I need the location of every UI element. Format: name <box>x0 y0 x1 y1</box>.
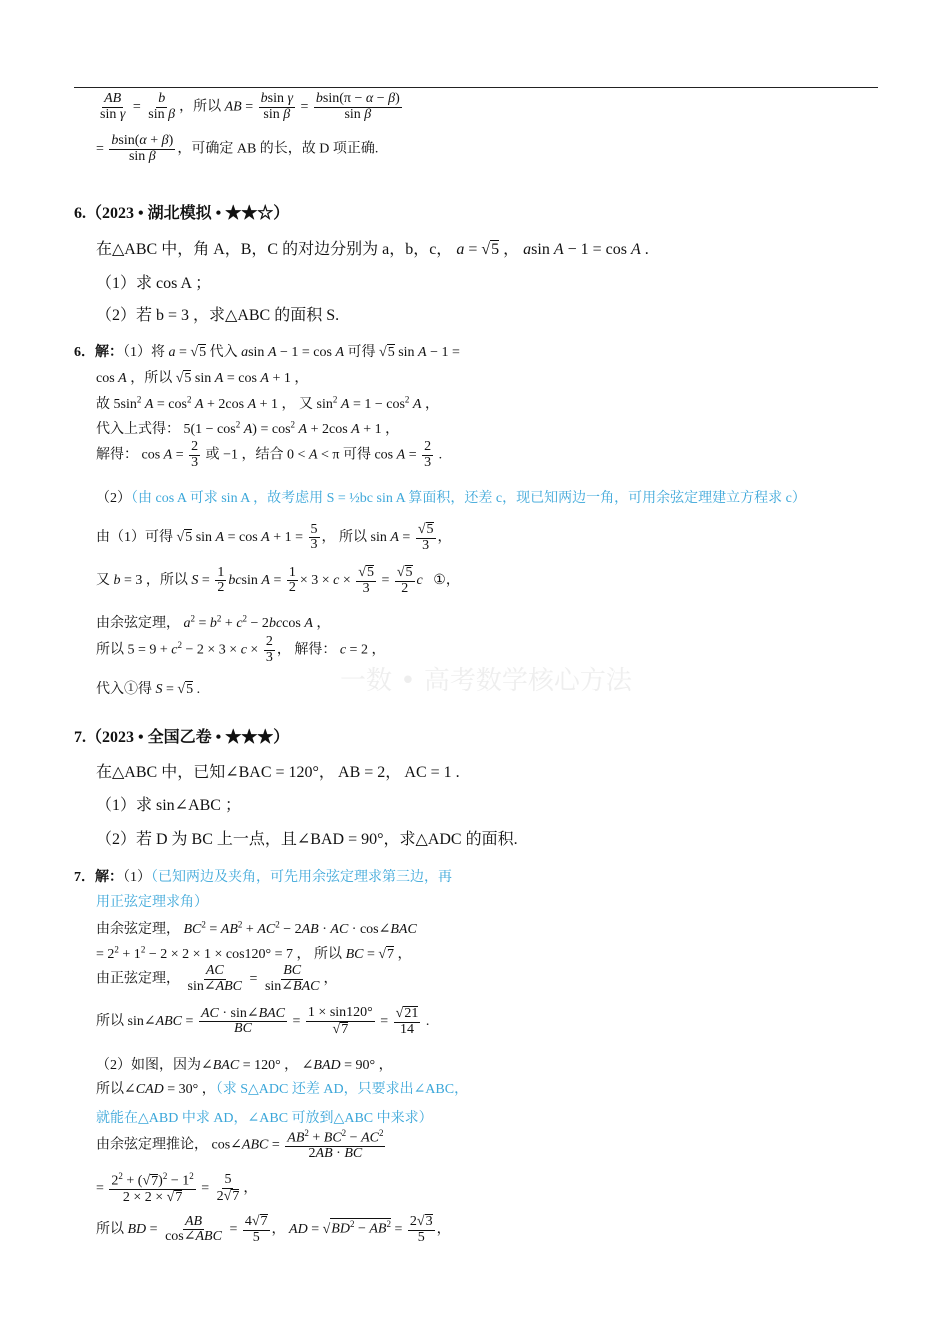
q6-part1: （1）求 cos A ； <box>96 275 212 292</box>
prev-formula-line1: $\frac{AB}{\text{sin γ}}$ = $\frac{b}{\text{sin β}}$ ，所以 AB = $\frac{\text{bsin γ}}{\text{sin β}}$ = $\frac{bsin(\pi - \alpha - \beta)}{\text{sin β}}$ <box>100 91 400 122</box>
q7-sol-line6: （2）如图，因为∠BAC = 120° ， ∠BAD = 90° ， <box>96 1058 393 1073</box>
q6-hint2: （由 cos A 可求 sin A ，故考虑用 S = ½bc sin A 算面积，还差 c，现已知两边一角，可用余弦定理建立方程求 c） <box>131 491 806 506</box>
q6-sol-line5: 解得： cos A = $\frac{2}{3}$ 或 −1 ，结合 0 < A < π 可得 cos A = $\frac{2}{3}$ . <box>96 439 443 470</box>
q7-part1: （1）求 sin∠ABC ； <box>96 797 241 814</box>
q7-sol-line5: 所以 sin∠ABC = $\frac{\text{AC · sin∠BAC}}{BC}$ = $\frac{1 \times \sin 120^\circ}{√7}$ = $\frac{√21}{14}$ . <box>96 1005 430 1037</box>
q6-sol-line3: 故 $5\sin^2$ $A = \cos^2 A + 2\cos$ A + 1 ， 又 $\sin^2 A = 1 - \cos^2 A$ ， <box>96 394 439 412</box>
q7-header: 7.（2023 • 全国乙卷 • ★★★） <box>74 729 290 746</box>
q6-sol-line10: 代入①得 S = √5 . <box>96 682 201 697</box>
q6-stem: 在△ABC 中，角 A，B，C 的对边分别为 a，b，c， a = √5 ， asin A − 1 = cos A . <box>96 241 649 258</box>
q7-hint1a: （已知两边及夹角，可先用余弦定理求第三边，再 <box>151 870 452 885</box>
q7-sol-line1: 7．解：（1）（已知两边及夹角，可先用余弦定理求第三边，再 <box>74 870 452 885</box>
q7-sol-line4: 由正弦定理， $\frac{AC}{\text{sin∠ABC}}$ = $\frac{BC}{\text{sin∠BAC}}$ ， <box>96 963 338 994</box>
q6-part2-label: （2） <box>96 491 131 506</box>
q6-sol-line9: 所以 $5 = 9 + c^2 - 2 \times 3 \times c$ × $\frac{2}{3}$ ， 解得： c = 2 ， <box>96 634 386 665</box>
q6-sol-line2: cos A ，所以 √5 sin A = cos A + 1 ， <box>96 371 309 386</box>
q7-hint1b: 用正弦定理求角） <box>96 895 208 910</box>
prev-formula-line2: = $\frac{bsin(\alpha + \beta)}{\text{sin β}}$ ，可确定 AB 的长，故 D 项正确. <box>96 133 379 164</box>
q6-sol-line1: 6．解：（1）将 a = √5 代入 asin A − 1 = cos A 可得 √5 sin A − 1 = <box>74 345 460 360</box>
q6-stem-text: 在△ABC 中，角 A，B，C 的对边分别为 a，b，c， <box>96 241 453 258</box>
q7-stem: 在△ABC 中，已知∠BAC = 120°， AB = 2， AC = 1 . <box>96 764 460 781</box>
q7-sol-line7: 所以∠CAD = 30° ，（求 S△ADC 还差 AD，只要求出∠ABC， <box>96 1082 469 1097</box>
watermark: 一数 • 高考数学核心方法 <box>340 666 632 696</box>
q6-sol-line8: 由余弦定理， $a^2 = b^2 + c^2 - 2bccos$ A ， <box>96 613 331 631</box>
q7-part2: （2）若 D 为 BC 上一点，且∠BAD = 90°，求△ADC 的面积. <box>96 831 518 848</box>
header-rule <box>74 87 878 88</box>
q6-part2: （2）若 b = 3 ，求△ABC 的面积 S. <box>96 307 340 324</box>
q7-sol-line3: = $2^2 + 1^2 - 2 \times 2 \times 1 \times \cos 120^\circ = 7$ ， 所以 BC = √7 ， <box>96 944 412 962</box>
q6-sol-line4: 代入上式得： $5(1 - \cos^2 A) = \cos^2 A + 2\cos$ A + 1 ， <box>96 419 400 437</box>
q6-header: 6.（2023 • 湖北模拟 • ★★☆） <box>74 205 290 222</box>
q7-sol-line2: 由余弦定理， $BC^2 = AB^2 + AC^2 - 2AB$ · AC · cos∠BAC <box>96 919 417 937</box>
prev-conclusion: ，可确定 AB 的长，故 D 项正确. <box>177 141 379 157</box>
q7-hint2a: （求 S△ADC 还差 AD，只要求出∠ABC， <box>215 1082 469 1097</box>
q6-sol-line7: 又 b = 3 ，所以 S = $\frac{1}{2}$ bcsin A = $\frac{1}{2}$ × 3 × c × $\frac{√5}{3}$ = $\frac{√5}{2}$ c ①， <box>96 564 460 596</box>
q7-sol-line10: 所以 BD = $\frac{AB}{\text{cos∠ABC}}$ = $\frac{4√7}{5}$ ， AD = $√BD^2 - AB^2$ = $\frac{2√3}{5}$ ， <box>96 1213 451 1245</box>
q6-sol-label: 6．解： <box>74 345 123 360</box>
q7-sol-line9: = $\frac{2^2 + (√7)^2 - 1^2}{2 \times 2 \times √7}$ = $\frac{5}{2√7}$ ， <box>96 1171 258 1206</box>
q6-sol-line6: 由（1）可得 √5 sin A = cos A + 1 = $\frac{5}{3}$ ， 所以 sin A = $\frac{√5}{3}$ ， <box>96 521 452 553</box>
q7-hint2b: 就能在△ABD 中求 AD，∠ABC 可放到△ABC 中来求） <box>96 1111 433 1126</box>
q6-sol-hint2 <box>96 487 806 507</box>
q7-sol-label: 7．解： <box>74 870 123 885</box>
q7-sol-line8: 由余弦定理推论， cos∠ABC = $\frac{AB^2 + BC^2 - AC^2}{2AB \cdot BC}$ <box>96 1128 384 1162</box>
